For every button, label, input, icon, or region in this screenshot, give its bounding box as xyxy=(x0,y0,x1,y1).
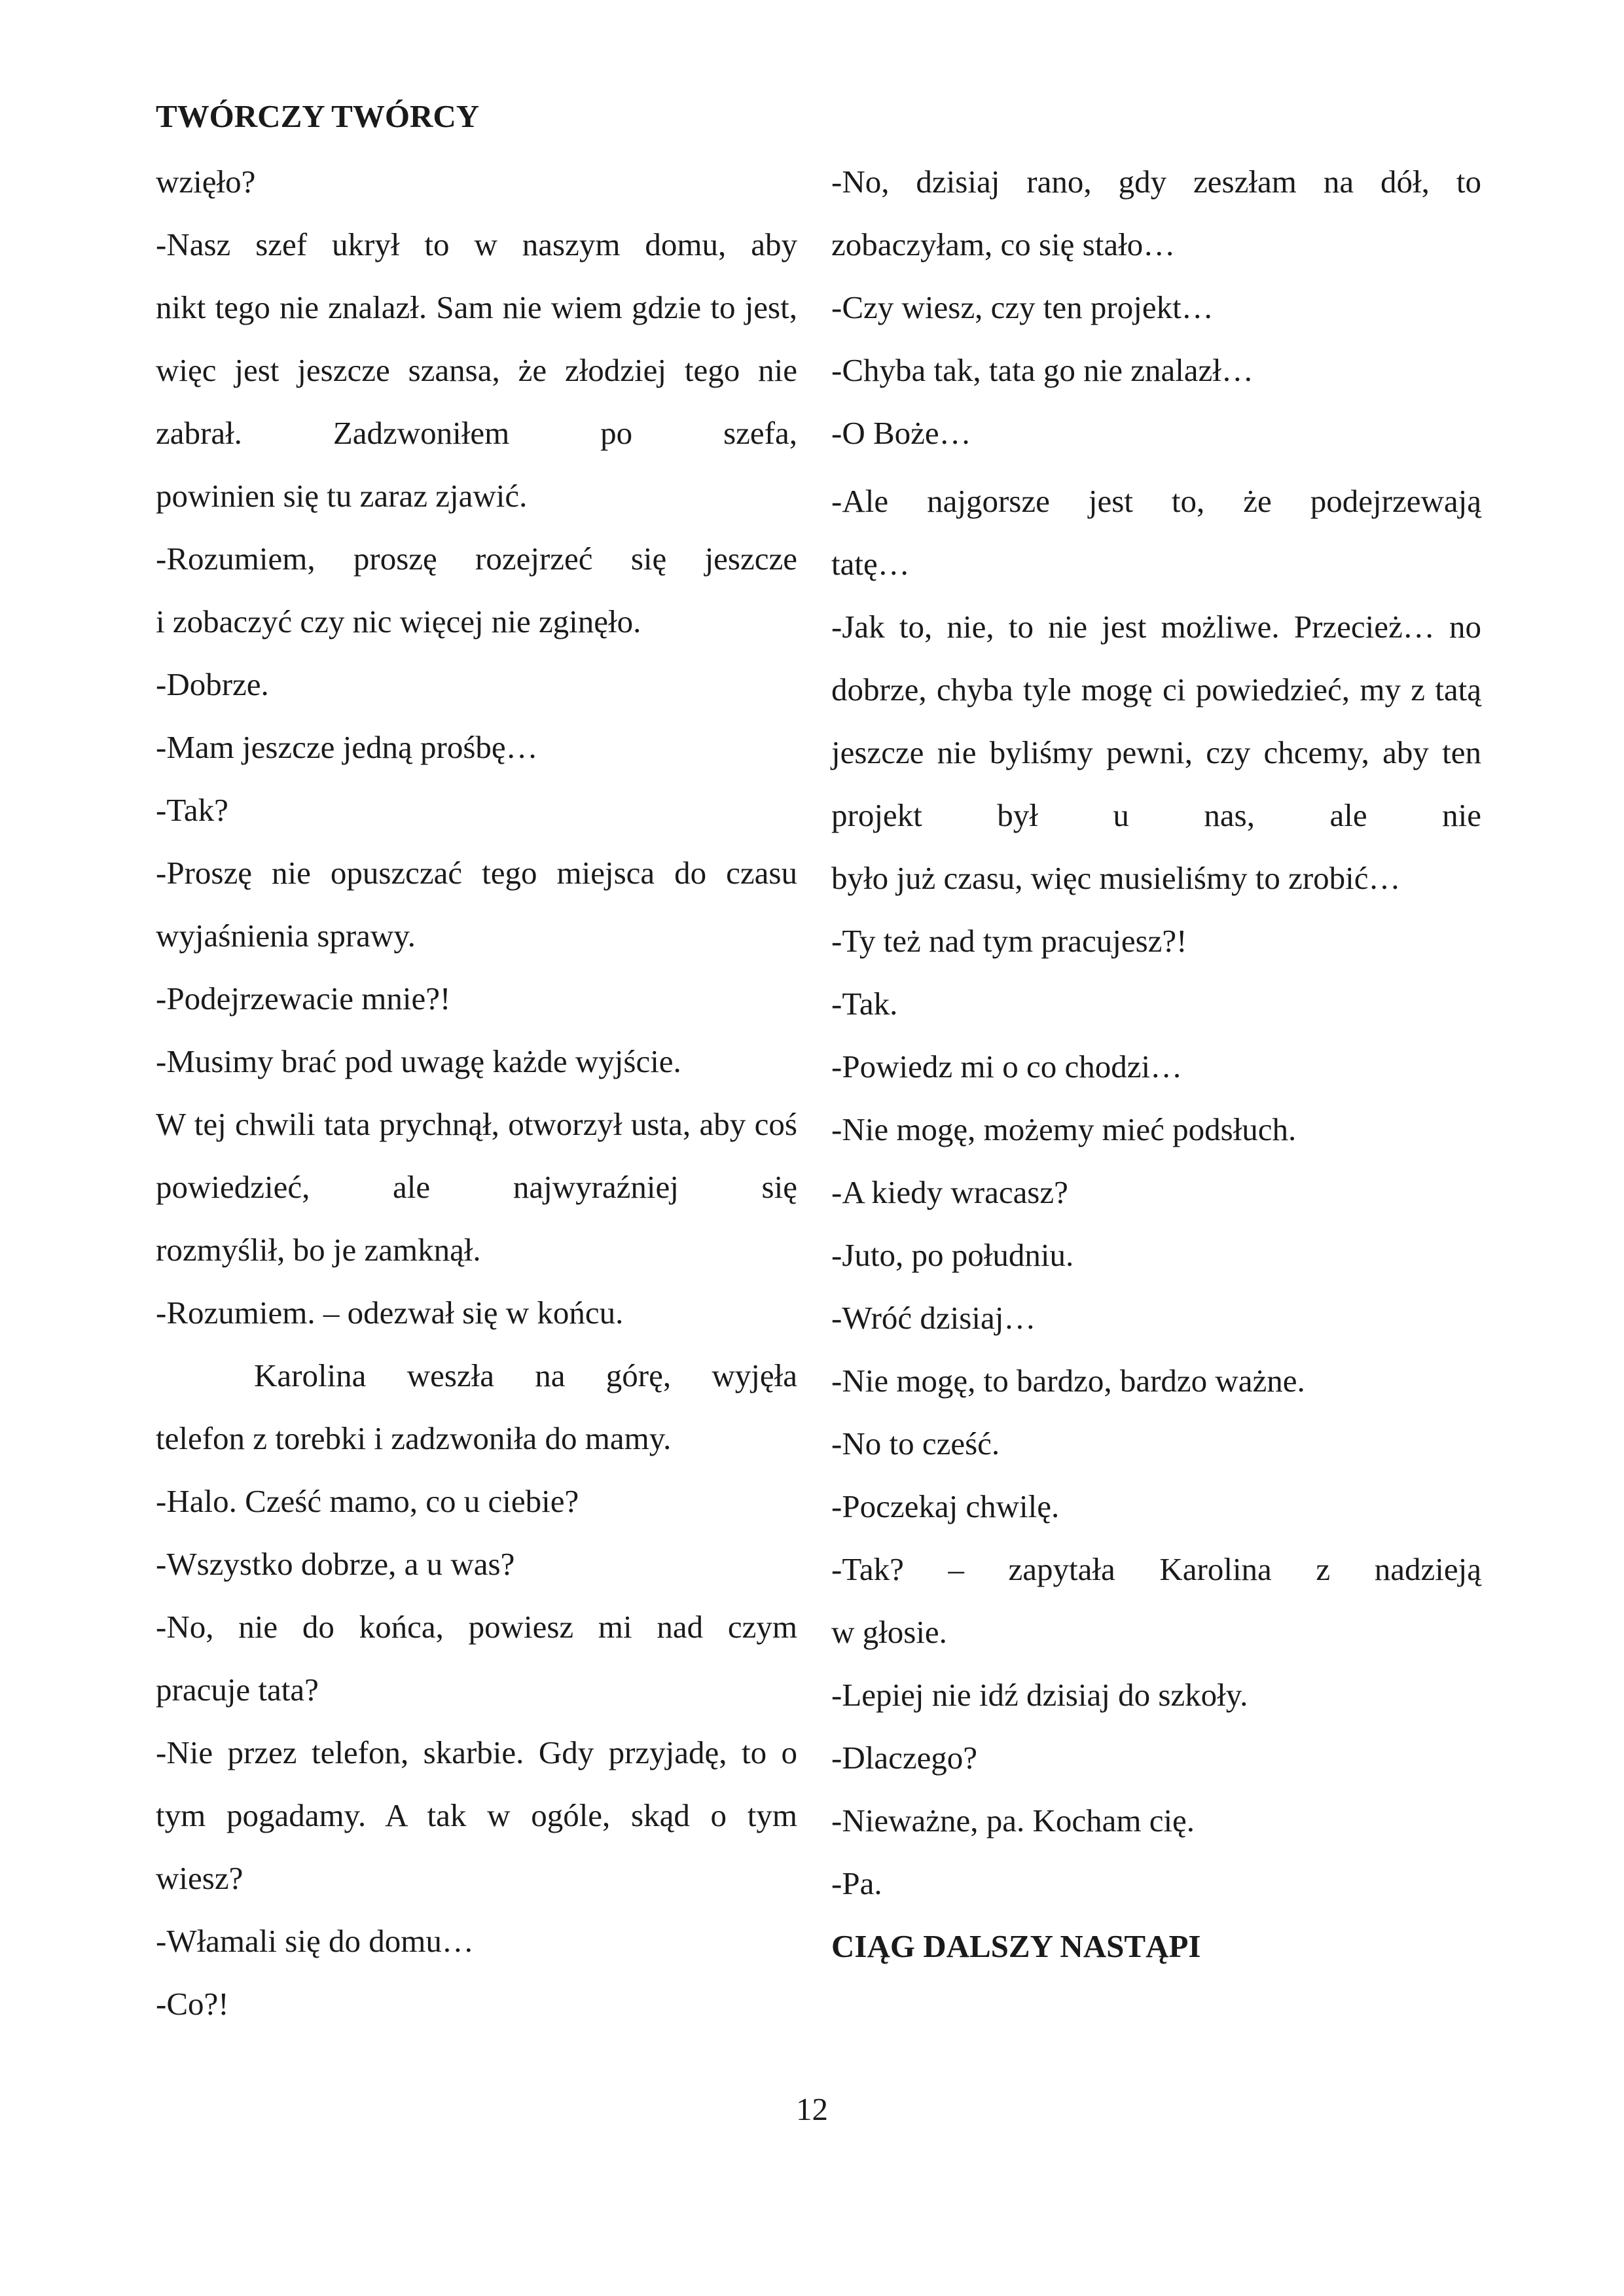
paragraph: w głosie. xyxy=(831,1614,947,1650)
paragraph: -Czy wiesz, czy ten projekt… xyxy=(831,289,1214,325)
paragraph: telefon z torebki i zadzwoniła do mamy. xyxy=(156,1420,672,1456)
paragraph: -Rozumiem, proszę rozejrzeć się jeszcze xyxy=(156,541,797,577)
paragraph: -Jak to, nie, to nie jest możliwe. Przecież… no dobrze, chyba tyle mogę ci powiedzieć, my z tatą jeszcze nie byliśmy pewni, czy chcemy, aby ten projekt był u nas, ale nie xyxy=(831,609,1481,833)
paragraph: -Powiedz mi o co chodzi… xyxy=(831,1049,1183,1085)
paragraph: pracuje tata? xyxy=(156,1672,319,1708)
paragraph: -Wróć dzisiaj… xyxy=(831,1300,1036,1336)
paragraph: -Dlaczego? xyxy=(831,1740,978,1776)
paragraph: -Halo. Cześć mamo, co u ciebie? xyxy=(156,1483,579,1519)
paragraph: -No, nie do końca, powiesz mi nad czym xyxy=(156,1609,797,1645)
paragraph: -Ale najgorsze jest to, że podejrzewają xyxy=(831,483,1481,519)
paragraph: -Lepiej nie idź dzisiaj do szkoły. xyxy=(831,1677,1248,1713)
paragraph: -Nie mogę, możemy mieć podsłuch. xyxy=(831,1111,1297,1147)
paragraph: -Dobrze. xyxy=(156,666,269,702)
paragraph: było już czasu, więc musieliśmy to zrobić… xyxy=(831,860,1401,896)
paragraph: -Nasz szef ukrył to w naszym domu, aby xyxy=(156,226,797,262)
page-number: 12 xyxy=(796,2091,828,2127)
paragraph: -Tak? xyxy=(156,792,228,828)
paragraph: rozmyślił, bo je zamknął. xyxy=(156,1232,481,1268)
paragraph: -Poczekaj chwilę. xyxy=(831,1488,1060,1524)
paragraph: zobaczyłam, co się stało… xyxy=(831,226,1176,262)
paragraph: -Tak? – zapytała Karolina z nadzieją xyxy=(831,1551,1481,1587)
paragraph: -Juto, po południu. xyxy=(831,1237,1074,1273)
paragraph: -Nie przez telefon, skarbie. Gdy przyjadę, to o tym pogadamy. A tak w ogóle, skąd o tym xyxy=(156,1734,797,1833)
paragraph: i zobaczyć czy nic więcej nie zginęło. xyxy=(156,603,641,639)
paragraph: -Pa. xyxy=(831,1865,882,1901)
paragraph: -Tak. xyxy=(831,986,898,1022)
paragraph: -Wszystko dobrze, a u was? xyxy=(156,1546,515,1582)
paragraph: -Mam jeszcze jedną prośbę… xyxy=(156,729,538,765)
paragraph: -O Boże… xyxy=(831,415,971,451)
paragraph: wzięło? xyxy=(156,164,256,200)
paragraph: -Włamali się do domu… xyxy=(156,1923,474,1959)
paragraph: -Chyba tak, tata go nie znalazł… xyxy=(831,352,1254,388)
paragraph: -Proszę nie opuszczać tego miejsca do czasu xyxy=(156,855,797,891)
paragraph: powinien się tu zaraz zjawić. xyxy=(156,478,528,514)
paragraph: -Rozumiem. – odezwał się w końcu. xyxy=(156,1295,624,1331)
continuation-note: CIĄG DALSZY NASTĄPI xyxy=(831,1928,1201,1964)
paragraph: wiesz? xyxy=(156,1860,244,1896)
page-header: TWÓRCZY TWÓRCY xyxy=(156,98,480,134)
paragraph: -Nie mogę, to bardzo, bardzo ważne. xyxy=(831,1363,1305,1399)
paragraph: -No to cześć. xyxy=(831,1426,1000,1462)
paragraph: -A kiedy wracasz? xyxy=(831,1174,1068,1210)
paragraph: nikt tego nie znalazł. Sam nie wiem gdzie to jest, więc jest jeszcze szansa, że złodziej tego nie zabrał. Zadzwoniłem po szefa, xyxy=(156,289,797,451)
paragraph: -Musimy brać pod uwagę każde wyjście. xyxy=(156,1043,681,1079)
paragraph: tatę… xyxy=(831,546,910,582)
paragraph: -Podejrzewacie mnie?! xyxy=(156,980,451,1016)
paragraph: -Co?! xyxy=(156,1986,229,2022)
paragraph: Karolina weszła na górę, wyjęła xyxy=(254,1357,797,1393)
paragraph: -Ty też nad tym pracujesz?! xyxy=(831,923,1187,959)
paragraph: W tej chwili tata prychnął, otworzył usta, aby coś powiedzieć, ale najwyraźniej się xyxy=(156,1106,797,1205)
paragraph: -No, dzisiaj rano, gdy zeszłam na dół, to xyxy=(831,164,1481,200)
paragraph: wyjaśnienia sprawy. xyxy=(156,918,416,954)
paragraph: -Nieważne, pa. Kocham cię. xyxy=(831,1803,1195,1839)
